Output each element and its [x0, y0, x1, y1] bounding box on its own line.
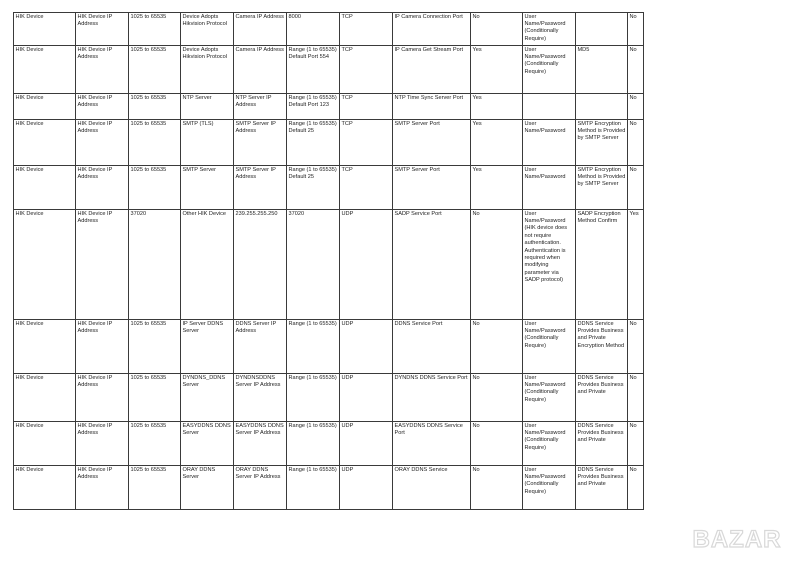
table-cell: SMTP Encryption Method is Provided by SMTP Server [576, 120, 628, 166]
table-cell: Range (1 to 65535) Default Port 123 [287, 94, 340, 120]
table-cell: TCP [340, 13, 393, 46]
table-cell: HIK Device IP Address [76, 166, 129, 210]
table-row [14, 94, 644, 120]
table-cell: ORAY DDNS Server [181, 466, 234, 510]
table-cell: Yes [471, 166, 523, 210]
table-row [14, 13, 644, 46]
table-cell [576, 94, 628, 120]
table-cell: 1025 to 65535 [129, 422, 181, 466]
table-cell: No [628, 120, 644, 166]
table-cell: NTP Server [181, 94, 234, 120]
table-cell: Device Adopts Hikvision Protocol [181, 13, 234, 46]
table-cell: No [628, 374, 644, 422]
table-cell: HIK Device [14, 374, 76, 422]
table-cell: HIK Device [14, 46, 76, 94]
table-cell: No [628, 320, 644, 374]
table-row [14, 374, 644, 422]
table-cell: SMTP Encryption Method is Provided by SMTP Server [576, 166, 628, 210]
table-cell: No [628, 94, 644, 120]
table-cell: UDP [340, 374, 393, 422]
table-cell: 1025 to 65535 [129, 13, 181, 46]
port-table [13, 12, 644, 510]
table-cell: MD5 [576, 46, 628, 94]
table-cell: ORAY DDNS Service [393, 466, 471, 510]
table-cell: 239.255.255.250 [234, 210, 287, 320]
table-cell: User Name/Password [523, 166, 576, 210]
table-cell: Yes [471, 46, 523, 94]
table-cell: User Name/Password [523, 120, 576, 166]
table-cell: User Name/Password (Conditionally Require) [523, 46, 576, 94]
table-row [14, 422, 644, 466]
table-cell: HIK Device [14, 120, 76, 166]
table-cell: Other HIK Device [181, 210, 234, 320]
table-row [14, 120, 644, 166]
table-cell: SMTP Server Port [393, 120, 471, 166]
table-cell: HIK Device IP Address [76, 466, 129, 510]
table-cell: User Name/Password (HIK device does not require authentication. Authentication is required when modifying parameter via SADP protocol) [523, 210, 576, 320]
table-cell: 1025 to 65535 [129, 320, 181, 374]
table-cell [576, 13, 628, 46]
table-cell: No [471, 320, 523, 374]
table-cell: User Name/Password (Conditionally Require) [523, 374, 576, 422]
table-cell: HIK Device [14, 422, 76, 466]
table-cell: NTP Server IP Address [234, 94, 287, 120]
table-cell: HIK Device [14, 320, 76, 374]
table-cell: 1025 to 65535 [129, 46, 181, 94]
watermark-text: BAZAR [692, 526, 782, 553]
table-cell: 1025 to 65535 [129, 94, 181, 120]
table-cell: DDNS Service Provides Business and Private Encryption Method [576, 320, 628, 374]
table-cell: NTP Time Sync Server Port [393, 94, 471, 120]
table-row [14, 210, 644, 320]
table-cell: 1025 to 65535 [129, 374, 181, 422]
table-cell: TCP [340, 94, 393, 120]
table-cell: IP Camera Get Stream Port [393, 46, 471, 94]
table-cell: 1025 to 65535 [129, 120, 181, 166]
table-cell: HIK Device [14, 94, 76, 120]
table-cell: DDNS Service Port [393, 320, 471, 374]
table-cell: IP Server DDNS Server [181, 320, 234, 374]
table-cell: 8000 [287, 13, 340, 46]
table-cell: Range (1 to 65535) [287, 466, 340, 510]
table-cell: No [471, 374, 523, 422]
table-cell: HIK Device [14, 210, 76, 320]
table-cell: Camera IP Address [234, 13, 287, 46]
table-cell: Range (1 to 65535) Default 25 [287, 120, 340, 166]
table-cell: HIK Device IP Address [76, 13, 129, 46]
table-cell: ORAY DDNS Server IP Address [234, 466, 287, 510]
table-cell: Device Adopts Hikvision Protocol [181, 46, 234, 94]
table-cell: No [628, 166, 644, 210]
table-cell: 1025 to 65535 [129, 466, 181, 510]
table-cell: 1025 to 65535 [129, 166, 181, 210]
table-cell: SMTP Server IP Address [234, 120, 287, 166]
table-cell: SADP Service Port [393, 210, 471, 320]
table-cell: UDP [340, 210, 393, 320]
table-cell: User Name/Password (Conditionally Require) [523, 320, 576, 374]
table-cell: No [471, 422, 523, 466]
table-cell [523, 94, 576, 120]
table-cell: DYNDNS DDNS Service Port [393, 374, 471, 422]
table-cell: Yes [628, 210, 644, 320]
table-cell: TCP [340, 120, 393, 166]
table-cell: HIK Device [14, 166, 76, 210]
port-table-body [14, 13, 644, 510]
table-row [14, 46, 644, 94]
table-cell: 37020 [129, 210, 181, 320]
table-cell: HIK Device [14, 13, 76, 46]
table-cell: No [471, 13, 523, 46]
table-cell: Camera IP Address [234, 46, 287, 94]
table-cell: No [628, 46, 644, 94]
table-cell: Yes [471, 120, 523, 166]
table-cell: No [628, 13, 644, 46]
table-cell: Yes [471, 94, 523, 120]
table-cell: No [628, 422, 644, 466]
table-cell: SMTP Server [181, 166, 234, 210]
table-cell: DYNDNS_DDNS Server [181, 374, 234, 422]
table-cell: SMTP (TLS) [181, 120, 234, 166]
table-cell: HIK Device IP Address [76, 46, 129, 94]
table-cell: User Name/Password (Conditionally Require) [523, 13, 576, 46]
table-cell: Range (1 to 65535) Default 25 [287, 166, 340, 210]
table-row [14, 466, 644, 510]
table-cell: Range (1 to 65535) Default Port 554 [287, 46, 340, 94]
table-cell: HIK Device IP Address [76, 120, 129, 166]
table-row [14, 166, 644, 210]
table-cell: EASYDDNS DDNS Server [181, 422, 234, 466]
table-cell: EASYDDNS DDNS Server IP Address [234, 422, 287, 466]
table-cell: No [471, 466, 523, 510]
table-row [14, 320, 644, 374]
table-cell: Range (1 to 65535) [287, 374, 340, 422]
table-cell: HIK Device IP Address [76, 210, 129, 320]
table-cell: User Name/Password (Conditionally Require) [523, 466, 576, 510]
table-cell: SMTP Server IP Address [234, 166, 287, 210]
table-cell: TCP [340, 166, 393, 210]
table-cell: DYNDNSDDNS Server IP Address [234, 374, 287, 422]
table-cell: UDP [340, 466, 393, 510]
table-cell: 37020 [287, 210, 340, 320]
table-cell: DDNS Service Provides Business and Private [576, 374, 628, 422]
table-cell: HIK Device [14, 466, 76, 510]
table-cell: User Name/Password (Conditionally Require) [523, 422, 576, 466]
table-cell: SMTP Server Port [393, 166, 471, 210]
table-cell: No [628, 466, 644, 510]
table-cell: EASYDDNS DDNS Service Port [393, 422, 471, 466]
table-cell: Range (1 to 65535) [287, 320, 340, 374]
table-cell: DDNS Server IP Address [234, 320, 287, 374]
table-cell: SADP Encryption Method Confirm [576, 210, 628, 320]
table-cell: HIK Device IP Address [76, 374, 129, 422]
table-cell: DDNS Service Provides Business and Private [576, 466, 628, 510]
table-cell: UDP [340, 320, 393, 374]
table-cell: UDP [340, 422, 393, 466]
table-cell: Range (1 to 65535) [287, 422, 340, 466]
table-cell: No [471, 210, 523, 320]
table-cell: HIK Device IP Address [76, 94, 129, 120]
table-cell: TCP [340, 46, 393, 94]
table-cell: DDNS Service Provides Business and Private [576, 422, 628, 466]
bazar-watermark-logo [682, 516, 792, 560]
table-cell: HIK Device IP Address [76, 422, 129, 466]
table-cell: HIK Device IP Address [76, 320, 129, 374]
table-cell: IP Camera Connection Port [393, 13, 471, 46]
